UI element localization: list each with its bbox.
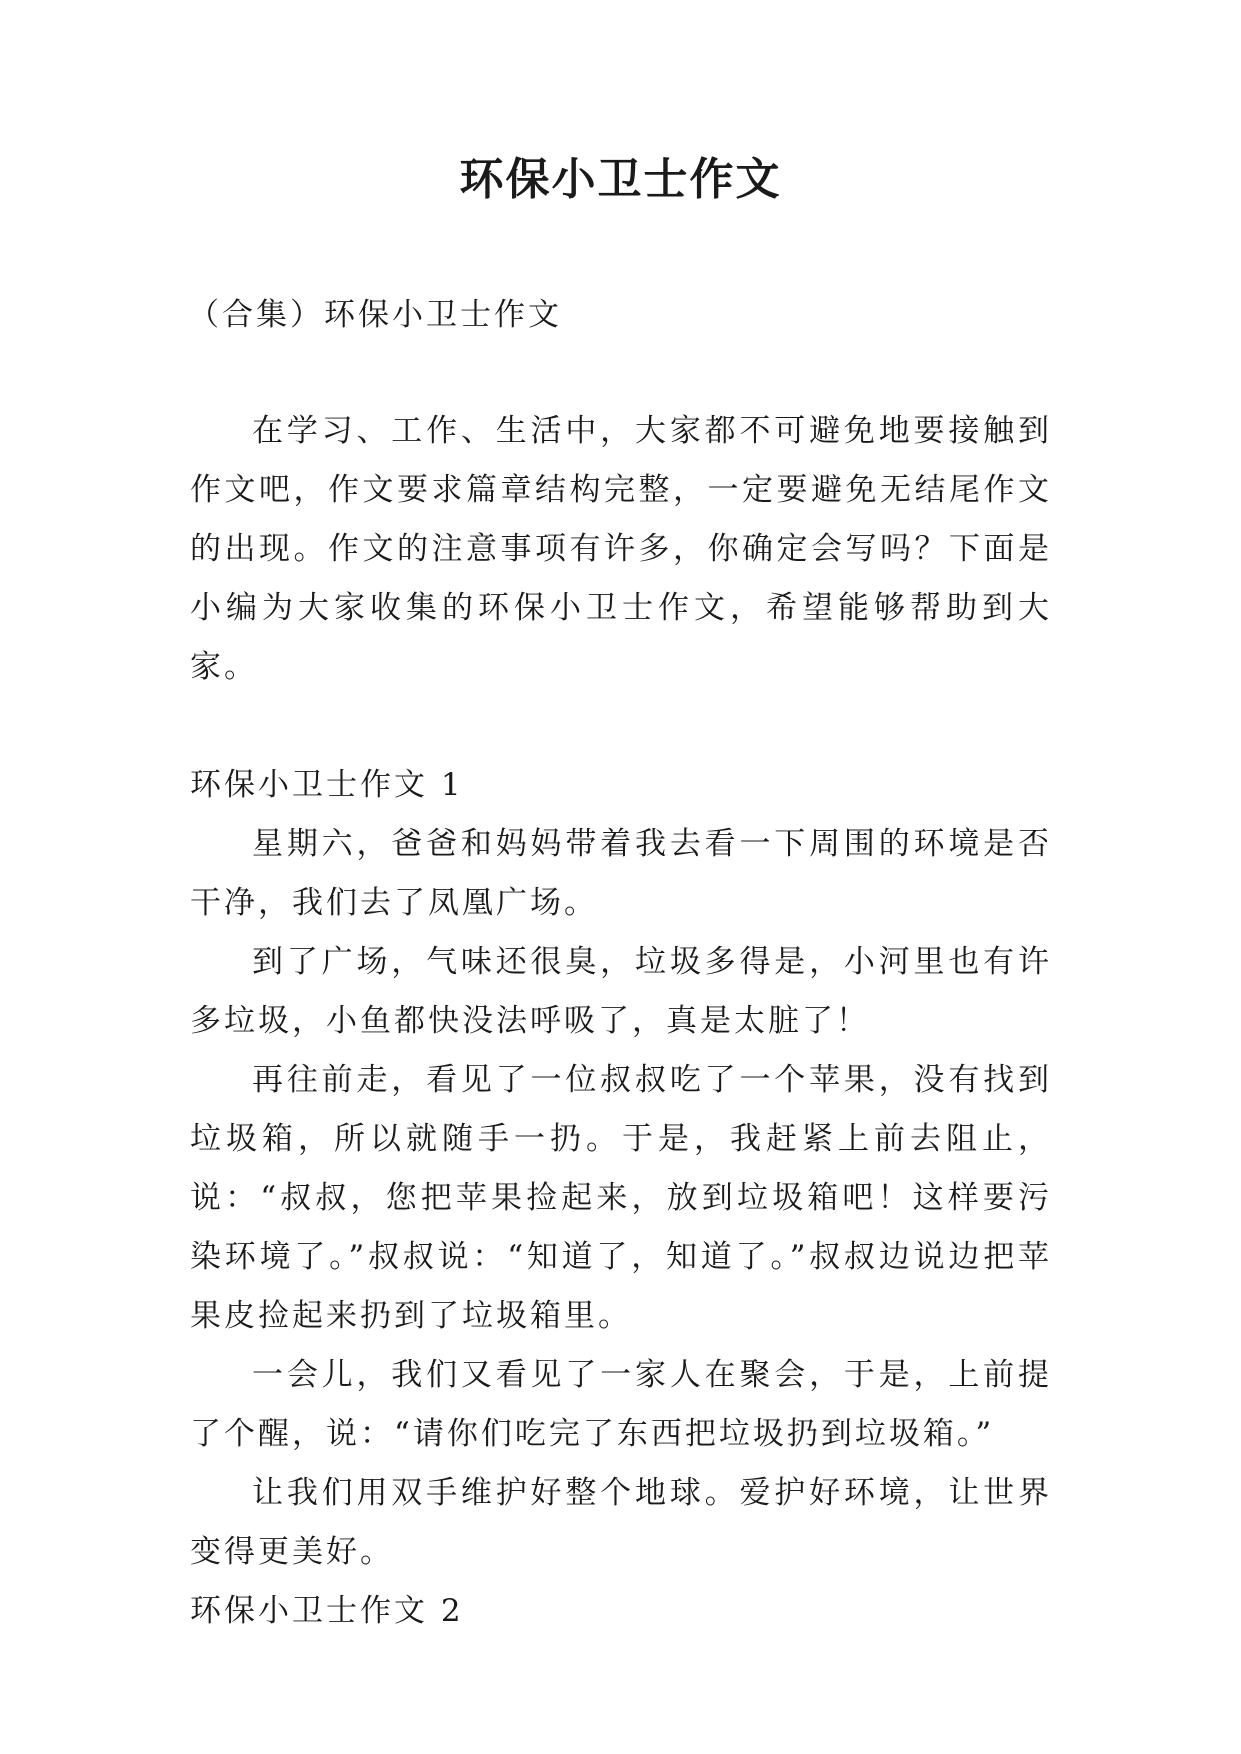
document-subtitle: （合集）环保小卫士作文 bbox=[188, 297, 562, 333]
section-heading-1: 环保小卫士作文 1 bbox=[190, 767, 464, 803]
document-body bbox=[190, 402, 1052, 1641]
section-heading-2: 环保小卫士作文 2 bbox=[190, 1593, 464, 1629]
section1-paragraph-3: 再往前走，看见了一位叔叔吃了一个苹果，没有找到垃圾箱，所以就随手一扔。于是，我赶紧上前去阻止，说：“叔叔，您把苹果捡起来，放到垃圾箱吧！这样要污染环境了。”叔叔说：“知道了，知道了。”叔叔边说边把苹果皮捡起来扔到了垃圾箱里。 bbox=[190, 1062, 1052, 1334]
section1-paragraph-5: 让我们用双手维护好整个地球。爱护好环境，让世界变得更美好。 bbox=[190, 1475, 1052, 1570]
paragraph-spacer bbox=[190, 697, 1052, 756]
section1-paragraph-1: 星期六，爸爸和妈妈带着我去看一下周围的环境是否干净，我们去了凤凰广场。 bbox=[190, 826, 1052, 921]
section1-paragraph-4: 一会儿，我们又看见了一家人在聚会，于是，上前提了个醒，说：“请你们吃完了东西把垃圾扔到垃圾箱。” bbox=[190, 1357, 1052, 1452]
section1-paragraph-2: 到了广场，气味还很臭，垃圾多得是，小河里也有许多垃圾，小鱼都快没法呼吸了，真是太脏了！ bbox=[190, 944, 1052, 1039]
document-title: 环保小卫士作文 bbox=[459, 154, 782, 205]
intro-paragraph: 在学习、工作、生活中，大家都不可避免地要接触到作文吧，作文要求篇章结构完整，一定要避免无结尾作文的出现。作文的注意事项有许多，你确定会写吗？下面是小编为大家收集的环保小卫士作文，希望能够帮助到大家。 bbox=[190, 413, 1052, 685]
